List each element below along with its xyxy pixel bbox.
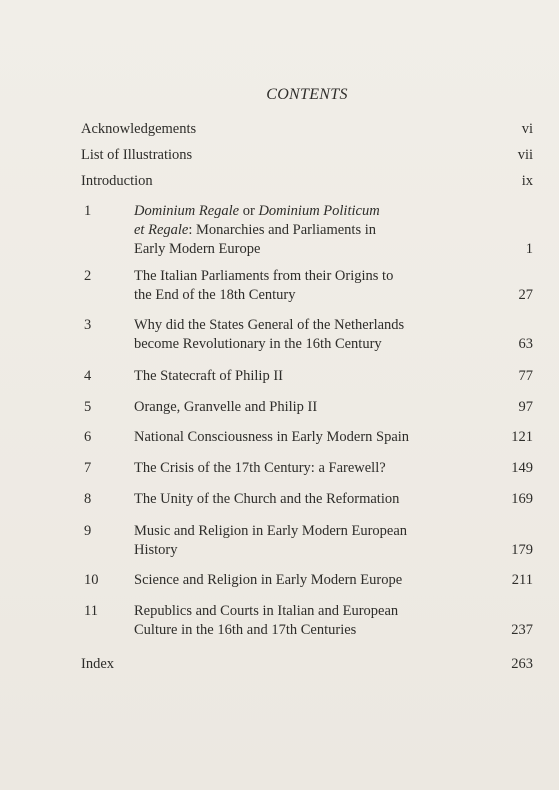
chapter-title-line: become Revolutionary in the 16th Century <box>134 336 382 352</box>
chapter-title <box>134 602 464 640</box>
chapter-page-number: 149 <box>511 460 533 476</box>
chapter-title <box>134 428 464 447</box>
chapter-title-line: Culture in the 16th and 17th Centuries <box>134 622 357 638</box>
toc-front-label: List of Illustrations <box>81 147 193 163</box>
chapter-title-line: the End of the 18th Century <box>134 287 296 303</box>
chapter-page-number: 63 <box>518 336 533 352</box>
chapter-title-line: Music and Religion in Early Modern European <box>134 523 408 539</box>
page-title: CONTENTS <box>266 86 348 103</box>
chapter-page-number: 211 <box>511 572 533 588</box>
toc-front-page: vii <box>517 147 533 163</box>
toc-front-label: Acknowledgements <box>81 121 197 137</box>
chapter-page-number: 169 <box>511 491 533 507</box>
chapter-title-italic: Dominium Regale <box>134 203 240 219</box>
chapter-number: 5 <box>84 399 92 415</box>
index-label: Index <box>81 656 115 672</box>
chapter-title-italic: Dominium Politicum <box>258 203 380 219</box>
chapter-title-text: : Monarchies and Parliaments in <box>188 222 377 238</box>
chapter-page-number: 1 <box>525 241 533 257</box>
chapter-title-line: The Unity of the Church and the Reformation <box>134 491 400 507</box>
chapter-title-text: or <box>239 203 259 219</box>
chapter-title-line: Why did the States General of the Netherlands <box>134 317 405 333</box>
chapter-title <box>134 316 464 354</box>
chapter-title-line: Orange, Granvelle and Philip II <box>134 399 318 415</box>
chapter-number: 1 <box>84 203 92 219</box>
chapter-page-number: 179 <box>511 542 533 558</box>
chapter-title-line: The Statecraft of Philip II <box>134 368 283 384</box>
chapter-title <box>134 522 464 560</box>
index-page-number: 263 <box>511 656 533 672</box>
chapter-title-line: Early Modern Europe <box>134 241 261 257</box>
chapter-title-italic: et Regale <box>134 222 189 238</box>
chapter-page-number: 77 <box>518 368 533 384</box>
chapter-title <box>134 267 464 305</box>
chapter-title-line: Science and Religion in Early Modern Europe <box>134 572 403 588</box>
chapter-title-line: The Italian Parliaments from their Origins to <box>134 268 394 284</box>
chapter-number: 7 <box>84 460 92 476</box>
chapter-title-line <box>134 221 464 240</box>
chapter-title <box>134 202 464 259</box>
chapter-title <box>134 571 464 590</box>
chapter-title-line: History <box>134 542 178 558</box>
chapter-title-line: The Crisis of the 17th Century: a Farewell? <box>134 460 386 476</box>
chapter-title-line: Republics and Courts in Italian and European <box>134 603 399 619</box>
chapter-number: 8 <box>84 491 92 507</box>
toc-front-label: Introduction <box>81 173 153 189</box>
chapter-title <box>134 367 464 386</box>
chapter-page-number: 27 <box>518 287 533 303</box>
chapter-number: 10 <box>84 572 99 588</box>
chapter-page-number: 237 <box>511 622 533 638</box>
toc-front-page: ix <box>521 173 533 189</box>
chapter-number: 2 <box>84 268 92 284</box>
chapter-title <box>134 459 464 478</box>
toc-front-page: vi <box>521 121 533 137</box>
chapter-page-number: 121 <box>511 429 533 445</box>
chapter-title <box>134 398 464 417</box>
chapter-title <box>134 490 464 509</box>
chapter-title-line: National Consciousness in Early Modern Spain <box>134 429 410 445</box>
chapter-number: 3 <box>84 317 92 333</box>
chapter-title-line <box>134 202 464 221</box>
chapter-number: 11 <box>84 603 98 619</box>
chapter-number: 9 <box>84 523 92 539</box>
chapter-number: 6 <box>84 429 92 445</box>
chapter-page-number: 97 <box>518 399 533 415</box>
chapter-number: 4 <box>84 368 92 384</box>
